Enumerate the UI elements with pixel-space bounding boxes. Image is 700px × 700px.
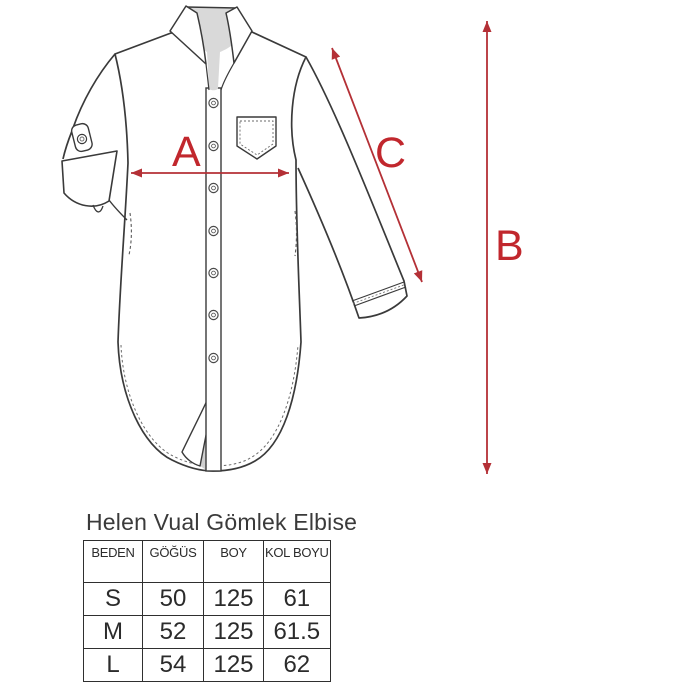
cell-boy: 125 [204,649,264,682]
measure-label-a: A [172,128,201,176]
cell-kol-boyu: 61 [264,583,331,616]
measure-label-b: B [495,222,524,270]
cell-boy: 125 [204,583,264,616]
size-row-l [84,649,331,682]
size-table [83,540,331,682]
column-header-beden: BEDEN [84,541,143,583]
cell-kol-boyu: 61.5 [264,616,331,649]
cell-size: S [84,583,143,616]
size-row-s [84,583,331,616]
sleeve-tab-button [77,134,86,143]
cell-size: M [84,616,143,649]
column-header-boy: BOY [204,541,264,583]
rolled-sleeve-left [62,54,127,220]
cell-gogus: 52 [143,616,204,649]
product-title: Helen Vual Gömlek Elbise [86,509,358,535]
cell-kol-boyu: 62 [264,649,331,682]
measure-label-c: C [375,129,407,177]
cell-boy: 125 [204,616,264,649]
cell-gogus: 54 [143,649,204,682]
size-row-m [84,616,331,649]
cell-gogus: 50 [143,583,204,616]
long-sleeve-right [298,57,407,318]
column-header-kol-boyu: KOL BOYU [264,541,331,583]
cell-size: L [84,649,143,682]
size-table-header-row [84,541,331,583]
column-header-gogus: GÖĞÜS [143,541,204,583]
